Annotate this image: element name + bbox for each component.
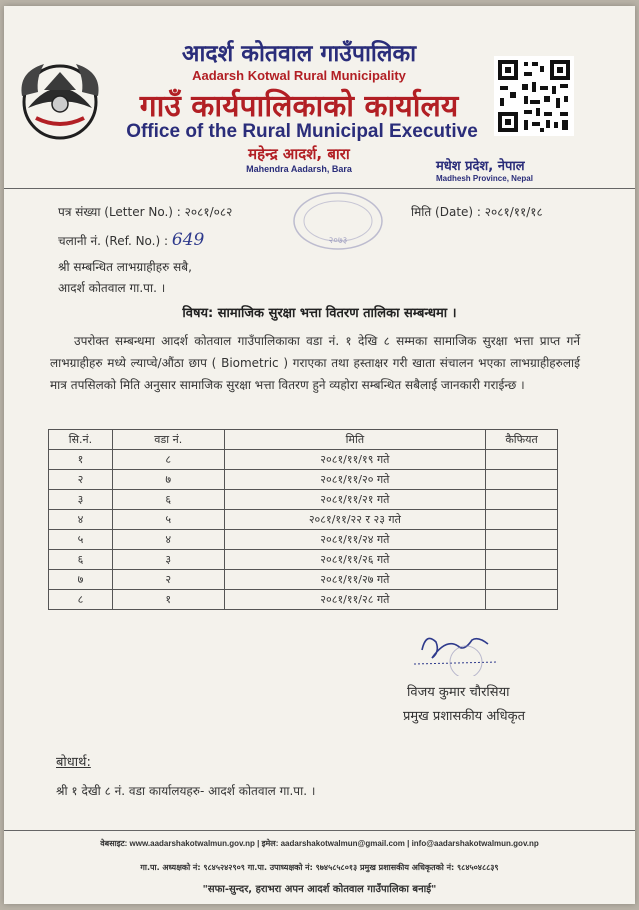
cell-ward: १ [112, 590, 224, 610]
column-header-ward: वडा नं. [112, 430, 224, 450]
municipality-name-np: आदर्श कोतवाल गाउँपालिका [181, 41, 417, 67]
office-name-np: गाउँ कार्यपालिकाको कार्यालय [139, 89, 459, 124]
signature-icon [406, 628, 506, 676]
cell-serial: ४ [49, 510, 113, 530]
nepal-government-emblem-icon [14, 52, 106, 144]
table-row [49, 510, 558, 530]
column-header-serial: सि.नं. [49, 430, 113, 450]
letter-number-value: २०८१/०८२ [184, 205, 233, 219]
table-row [49, 450, 558, 470]
cell-ward: ५ [112, 510, 224, 530]
cell-serial: ५ [49, 530, 113, 550]
cell-ward: २ [112, 570, 224, 590]
cell-remarks [486, 450, 558, 470]
province-en: Madhesh Province, Nepal [436, 174, 533, 183]
cell-serial: ६ [49, 550, 113, 570]
column-header-remarks: कैफियत [486, 430, 558, 450]
cell-serial: १ [49, 450, 113, 470]
cell-remarks [486, 570, 558, 590]
cell-date: २०८१/११/२६ गते [224, 550, 485, 570]
qr-code-icon [494, 56, 574, 136]
ref-number-label: चलानी नं. (Ref. No.) : [58, 234, 169, 248]
location-np: महेन्द्र आदर्श, बारा [248, 145, 350, 163]
ref-number-value: 649 [171, 230, 205, 250]
cell-ward: ८ [112, 450, 224, 470]
location-en: Mahendra Aadarsh, Bara [246, 164, 352, 174]
table-header-row [49, 430, 558, 450]
cell-date: २०८१/११/२४ गते [224, 530, 485, 550]
cell-remarks [486, 470, 558, 490]
letter-date-value: २०८१/११/१८ [484, 205, 543, 219]
column-header-date: मिति [224, 430, 485, 450]
cc-heading: बोधार्थ: [56, 755, 91, 770]
cell-date: २०८१/११/२८ गते [224, 590, 485, 610]
letter-date-label: मिति (Date) : [411, 205, 481, 219]
table-row [49, 490, 558, 510]
cc-text: श्री १ देखी ८ नं. वडा कार्यालयहरु- आदर्श कोतवाल गा.पा. । [56, 784, 316, 798]
stamp-year: २०७३ [328, 236, 348, 246]
municipality-name-en: Aadarsh Kotwal Rural Municipality [192, 68, 406, 83]
cell-serial: ८ [49, 590, 113, 610]
cell-date: २०८१/११/२० गते [224, 470, 485, 490]
cell-remarks [486, 530, 558, 550]
letter-number [58, 203, 232, 220]
addressee-line-1: श्री सम्बन्धित लाभग्राहीहरु सबै, [58, 260, 192, 274]
table-row [49, 530, 558, 550]
subject-line: विषय: सामाजिक सुरक्षा भत्ता वितरण तालिका सम्बन्धमा । [182, 306, 457, 321]
signatory-name: विजय कुमार चौरसिया [407, 685, 510, 700]
addressee-line-2: आदर्श कोतवाल गा.पा. । [58, 281, 166, 295]
cell-remarks [486, 590, 558, 610]
letter-page [4, 6, 635, 904]
cell-ward: ३ [112, 550, 224, 570]
table-row [49, 570, 558, 590]
body-paragraph: उपरोक्त सम्बन्धमा आदर्श कोतवाल गाउँपालिकाका वडा नं. १ देखि ८ सम्मका सामाजिक सुरक्षा भत्ता प्राप्त गर्ने लाभग्राहीहरु मध्ये ल्याप्चे/औंठा छाप ( Biometric ) गराएका तथा हस्ताक्षर गरी खाता संचालन भएका लाभग्राहीहरुलाई मात्र तपसिलको मिति अनुसार सामाजिक सुरक्षा भत्ता वितरण हुने व्यहोरा सम्बन्धित सबैलाई जानकारी गराईन्छ । [50, 334, 580, 392]
footer-slogan: "सफा-सुन्दर, हराभरा अपन आदर्श कोतवाल गाउँपालिका बनाई" [202, 884, 437, 895]
table-row [49, 590, 558, 610]
cell-remarks [486, 550, 558, 570]
letter-number-label: पत्र संख्या (Letter No.) : [58, 205, 181, 219]
footer-divider [4, 830, 635, 831]
cell-serial: २ [49, 470, 113, 490]
cell-ward: ६ [112, 490, 224, 510]
cell-date: २०८१/११/२७ गते [224, 570, 485, 590]
office-name-en: Office of the Rural Municipal Executive [126, 121, 478, 142]
province-np: मधेश प्रदेश, नेपाल [436, 159, 525, 174]
cell-remarks [486, 490, 558, 510]
cell-serial: ३ [49, 490, 113, 510]
table-row [49, 550, 558, 570]
cell-date: २०८१/११/२१ गते [224, 490, 485, 510]
cell-ward: ७ [112, 470, 224, 490]
ref-number [58, 230, 204, 250]
cell-date: २०८१/११/१९ गते [224, 450, 485, 470]
office-stamp-icon [290, 189, 386, 255]
distribution-schedule-table [48, 429, 558, 610]
cell-date: २०८१/११/२२ र २३ गते [224, 510, 485, 530]
cell-ward: ४ [112, 530, 224, 550]
footer-contacts: वेबसाइट: www.aadarshakotwalmun.gov.np | इमेल: aadarshakotwalmun@gmail.com | info@aadarshakotwalmun.gov.np [100, 839, 539, 848]
table-row [49, 470, 558, 490]
letter-date [411, 203, 543, 220]
signatory-title: प्रमुख प्रशासकीय अधिकृत [403, 709, 526, 724]
footer-phone-numbers: गा.पा. अध्यक्षको नं: ९८४५२४२९०९ गा.पा. उपाध्यक्षको नं: ९७४५८५८०१३ प्रमुख प्रशासकीय अधिकृतको नं: ९८४५०४८८३९ [140, 863, 499, 872]
cell-remarks [486, 510, 558, 530]
cell-serial: ७ [49, 570, 113, 590]
